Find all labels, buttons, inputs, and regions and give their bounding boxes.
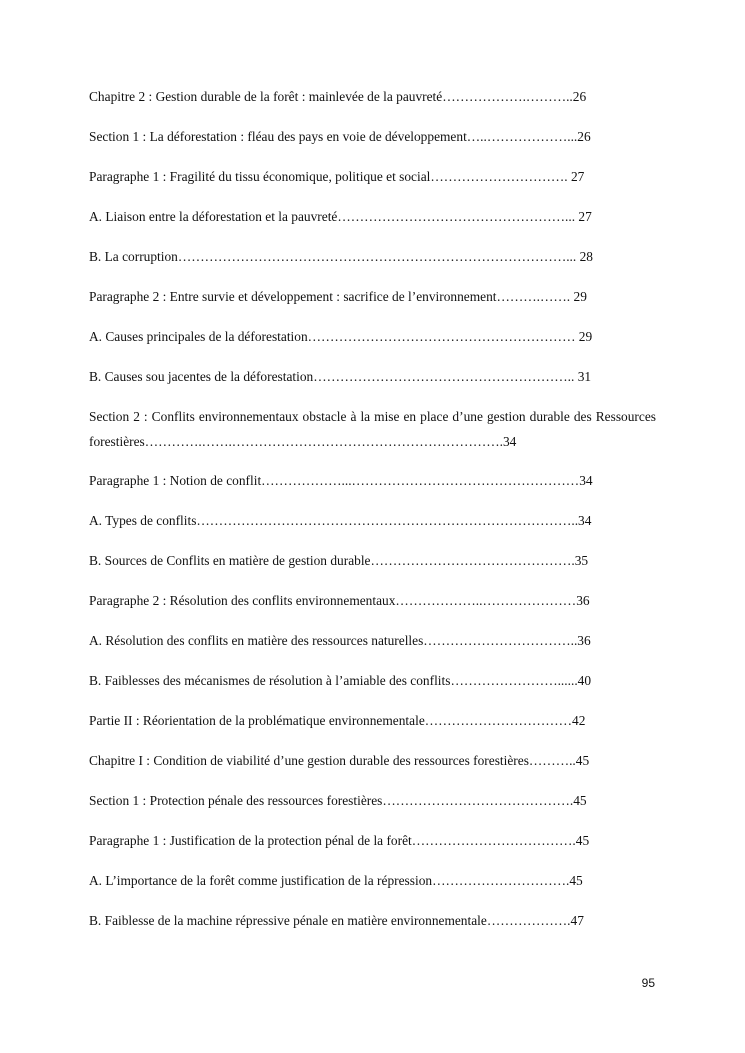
toc-entry: A. Types de conflits…………………………………………………………………………..34: [89, 513, 592, 528]
toc-entry: B. Sources de Conflits en matière de gestion durable……………………………………….35: [89, 553, 589, 568]
toc-entry: Paragraphe 2 : Résolution des conflits environnementaux………………..…………………36: [89, 593, 590, 608]
toc-entry: Paragraphe 1 : Notion de conflit………………...……………………………………………34: [89, 473, 593, 488]
toc-entry: A. Liaison entre la déforestation et la pauvreté……………………………………………... 27: [89, 209, 592, 224]
toc-entry: A. Causes principales de la déforestation…………………………………………………… 29: [89, 329, 593, 344]
toc-entry: B. Faiblesse de la machine répressive pénale en matière environnementale……………….47: [89, 913, 584, 928]
toc-entry: B. Causes sou jacentes de la déforestation………………………………………………….. 31: [89, 369, 592, 384]
toc-entry: Paragraphe 2 : Entre survie et développement : sacrifice de l’environnement……….……. 29: [89, 289, 587, 304]
toc-entry: Section 1 : Protection pénale des ressources forestières…………………………………….45: [89, 793, 587, 808]
toc-entry: B. La corruption……………………………………………………………………………... 28: [89, 249, 593, 264]
toc-entry: A. L’importance de la forêt comme justification de la répression………………………….45: [89, 873, 583, 888]
toc-entry: Paragraphe 1 : Justification de la protection pénal de la forêt……………………………….45: [89, 833, 590, 848]
toc-entry: A. Résolution des conflits en matière des ressources naturelles……………………………..36: [89, 633, 591, 648]
page-number: 95: [641, 976, 655, 990]
toc-entry: Chapitre 2 : Gestion durable de la forêt : mainlevée de la pauvreté……………….………..26: [89, 89, 587, 104]
toc-entry: B. Faiblesses des mécanismes de résolution à l’amiable des conflits……………………......40: [89, 673, 592, 688]
table-of-contents: [89, 88, 656, 930]
toc-entry: Paragraphe 1 : Fragilité du tissu économique, politique et social…………………………. 27: [89, 169, 585, 184]
toc-entry: Section 1 : La déforestation : fléau des pays en voie de développement…..………………...26: [89, 129, 591, 144]
toc-entry: Chapitre I : Condition de viabilité d’une gestion durable des ressources forestières………..45: [89, 753, 590, 768]
toc-entry: Section 2 : Conflits environnementaux obstacle à la mise en place d’une gestion durable des Ressources forestières………….…….…………………………………………………….34: [89, 409, 656, 449]
toc-entry: Partie II : Réorientation de la problématique environnementale……………………………42: [89, 713, 586, 728]
